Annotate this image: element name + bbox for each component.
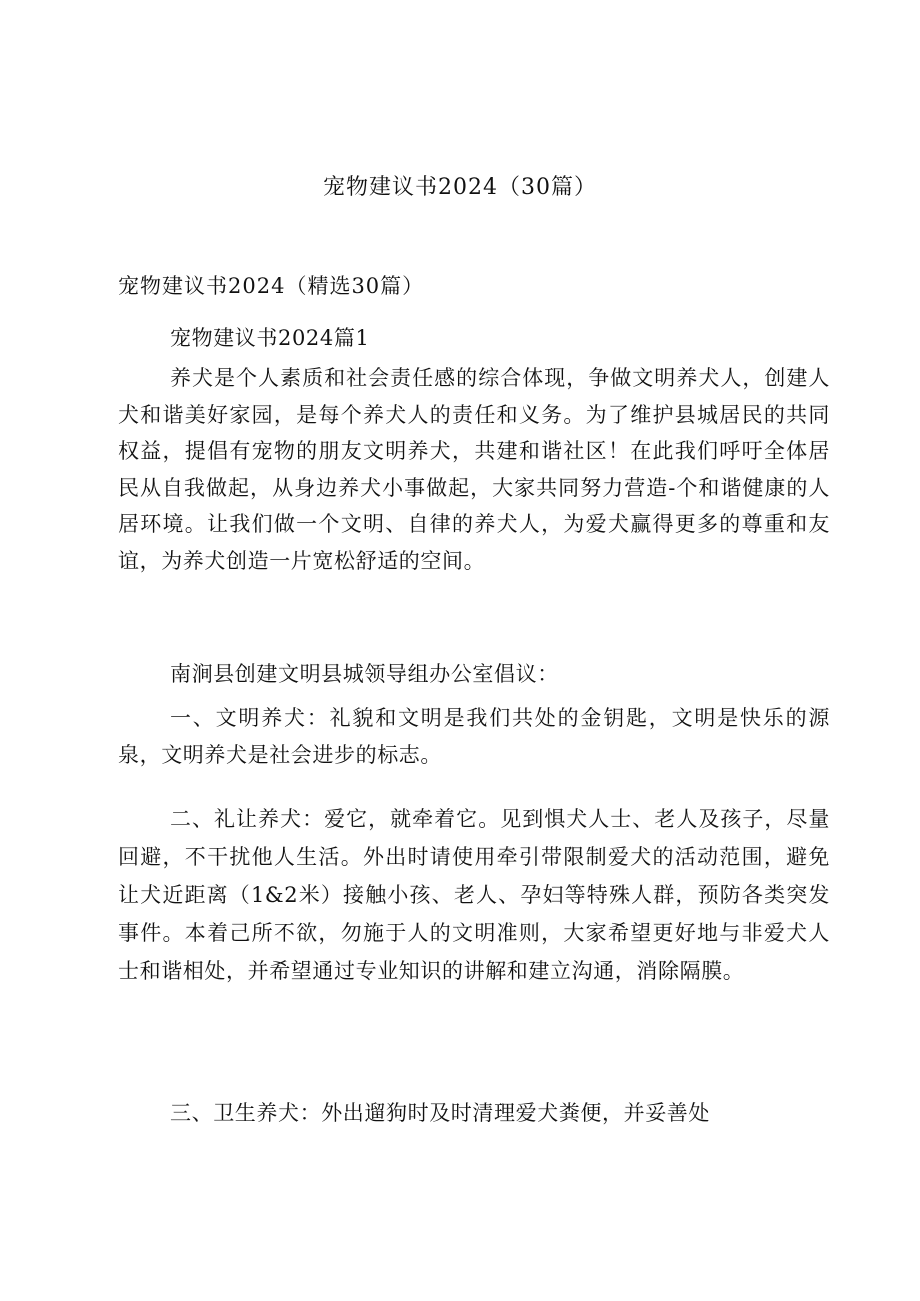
paragraph-courteous-dog-keeping: 二、礼让养犬：爱它，就牵着它。见到惧犬人士、老人及孩子，尽量回避，不干扰他人生活。外出时请使用牵引带限制爱犬的活动范围，避免让犬近距离（1&2米）接触小孩、老人、孕妇等特殊人群，预防各类突发事件。本着己所不欲，勿施于人的文明准则，大家希望更好地与非爱犬人士和谐相处，并希望通过专业知识的讲解和建立沟通，消除隔膜。 xyxy=(118,807,830,983)
section-heading: 宠物建议书2024篇1 xyxy=(170,326,370,350)
document-subtitle: 宠物建议书2024（精选30篇） xyxy=(118,274,425,298)
document-title: 宠物建议书2024（30篇） xyxy=(323,175,597,200)
paragraph-intro: 养犬是个人素质和社会责任感的综合体现，争做文明养犬人，创建人犬和谐美好家园，是每个养犬人的责任和义务。为了维护县城居民的共同权益，提倡有宠物的朋友文明养犬，共建和谐社区！在此我们呼吁全体居民从自我做起，从身边养犬小事做起，大家共同努力营造-个和谐健康的人居环境。让我们做一个文明、自律的养犬人，为爱犬赢得更多的尊重和友谊，为养犬创造一片宽松舒适的空间。 xyxy=(118,366,830,573)
paragraph-civilized-dog-keeping: 一、文明养犬：礼貌和文明是我们共处的金钥匙，文明是快乐的源泉，文明养犬是社会进步的标志。 xyxy=(118,706,830,767)
paragraph-initiator: 南涧县创建文明县城领导组办公室倡议： xyxy=(170,662,559,686)
paragraph-hygienic-dog-keeping: 三、卫生养犬：外出遛狗时及时清理爱犬粪便，并妥善处 xyxy=(170,1101,710,1125)
